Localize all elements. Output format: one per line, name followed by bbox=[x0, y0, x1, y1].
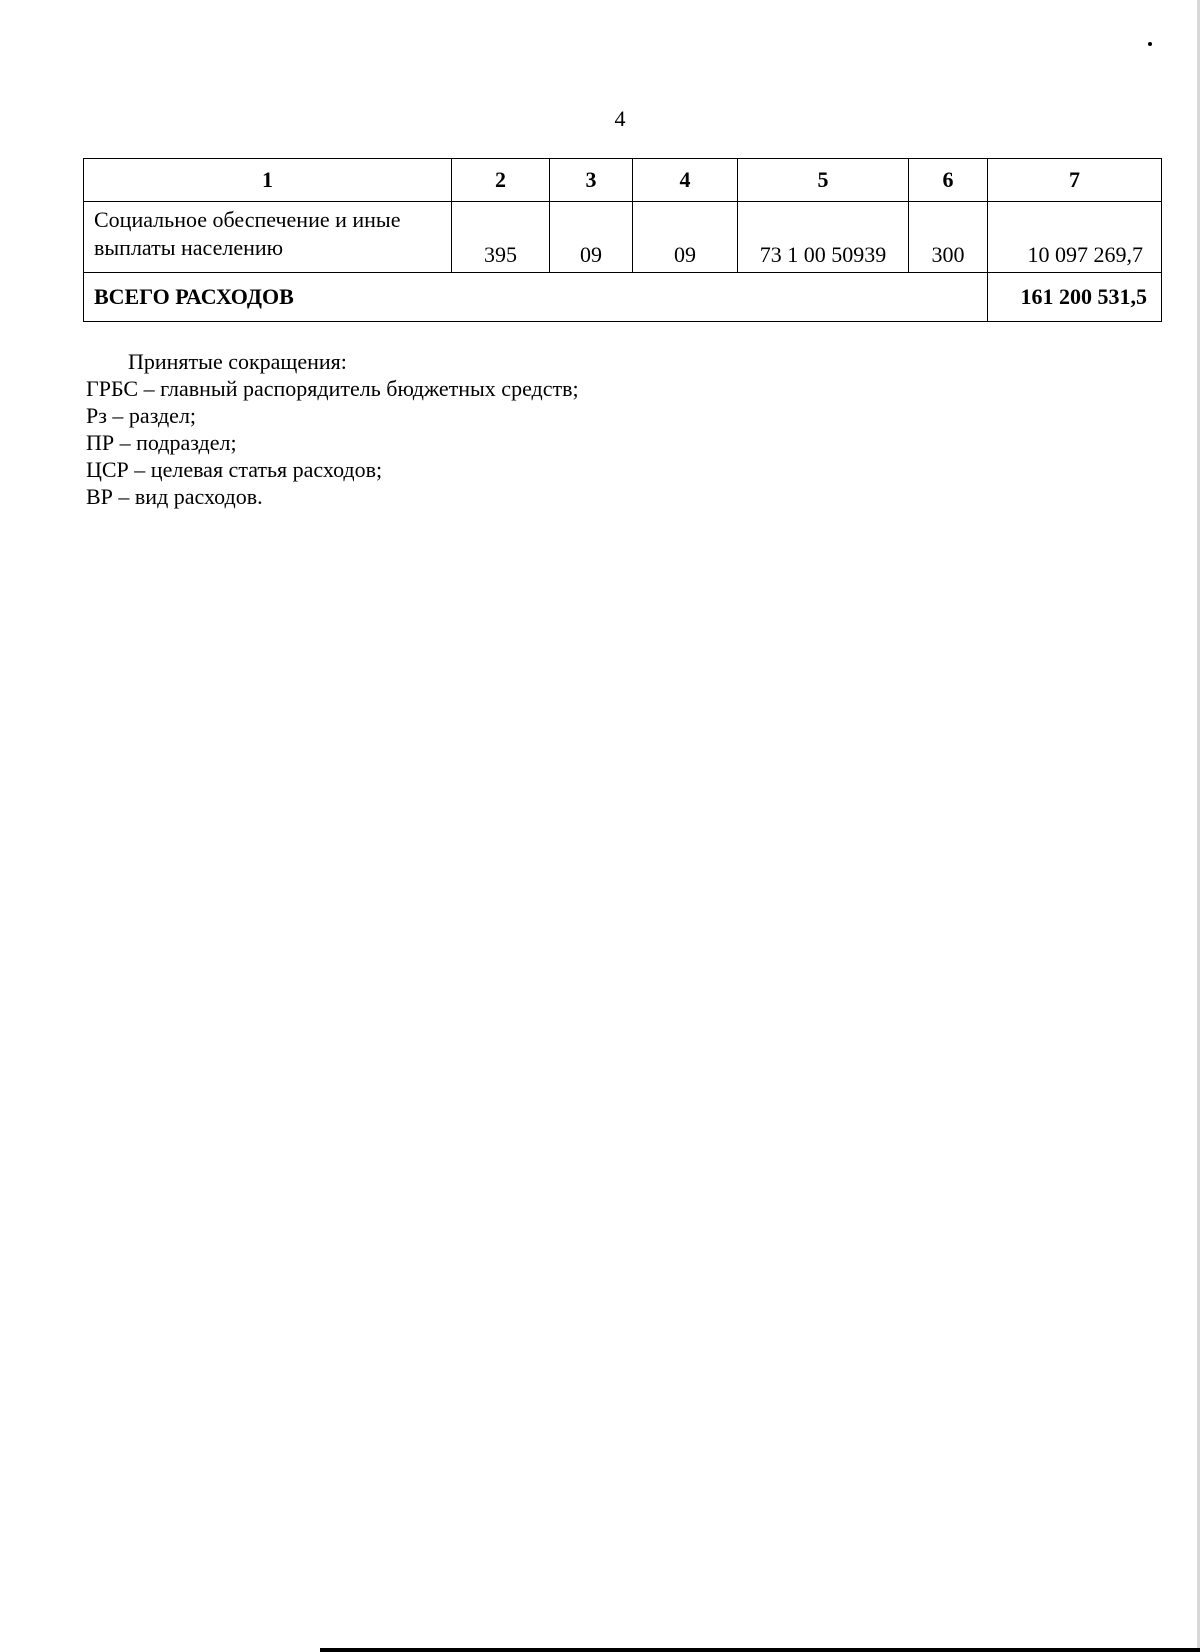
header-col-6: 6 bbox=[909, 159, 988, 202]
scan-edge-bottom bbox=[320, 1648, 1200, 1652]
abbreviations-block bbox=[86, 348, 579, 510]
abbreviation-item-rz: Рз – раздел; bbox=[86, 403, 197, 428]
abbreviations-title: Принятые сокращения: bbox=[128, 349, 347, 374]
row-rz-cell: 09 bbox=[550, 202, 633, 273]
abbreviation-item-csr: ЦСР – целевая статья расходов; bbox=[86, 457, 383, 482]
abbreviation-item-grbs: ГРБС – главный распорядитель бюджетных средств; bbox=[86, 376, 579, 401]
row-grbs-cell: 395 bbox=[452, 202, 550, 273]
page-number: 4 bbox=[614, 106, 626, 131]
total-amount: 161 200 531,5 bbox=[988, 273, 1162, 322]
scan-artifact-dot bbox=[1148, 42, 1152, 46]
abbreviation-item-pr: ПР – подраздел; bbox=[86, 430, 237, 455]
row-csr-cell: 73 1 00 50939 bbox=[738, 202, 909, 273]
header-col-2: 2 bbox=[452, 159, 550, 202]
row-name-cell bbox=[84, 202, 452, 273]
table-header-row bbox=[84, 159, 1162, 202]
header-col-1: 1 bbox=[84, 159, 452, 202]
header-col-4: 4 bbox=[633, 159, 738, 202]
total-row bbox=[84, 273, 1162, 322]
row-name-line-1: Социальное обеспечение и иные bbox=[94, 207, 401, 232]
header-col-3: 3 bbox=[550, 159, 633, 202]
table-row bbox=[84, 202, 1162, 273]
abbreviation-item-vr: ВР – вид расходов. bbox=[86, 484, 263, 509]
row-name-line-2: выплаты населению bbox=[94, 235, 284, 260]
total-label: ВСЕГО РАСХОДОВ bbox=[84, 273, 988, 322]
row-amount-cell: 10 097 269,7 bbox=[988, 202, 1162, 273]
row-vr-cell: 300 bbox=[909, 202, 988, 273]
row-pr-cell: 09 bbox=[633, 202, 738, 273]
header-col-5: 5 bbox=[738, 159, 909, 202]
budget-table bbox=[83, 158, 1162, 322]
header-col-7: 7 bbox=[988, 159, 1162, 202]
